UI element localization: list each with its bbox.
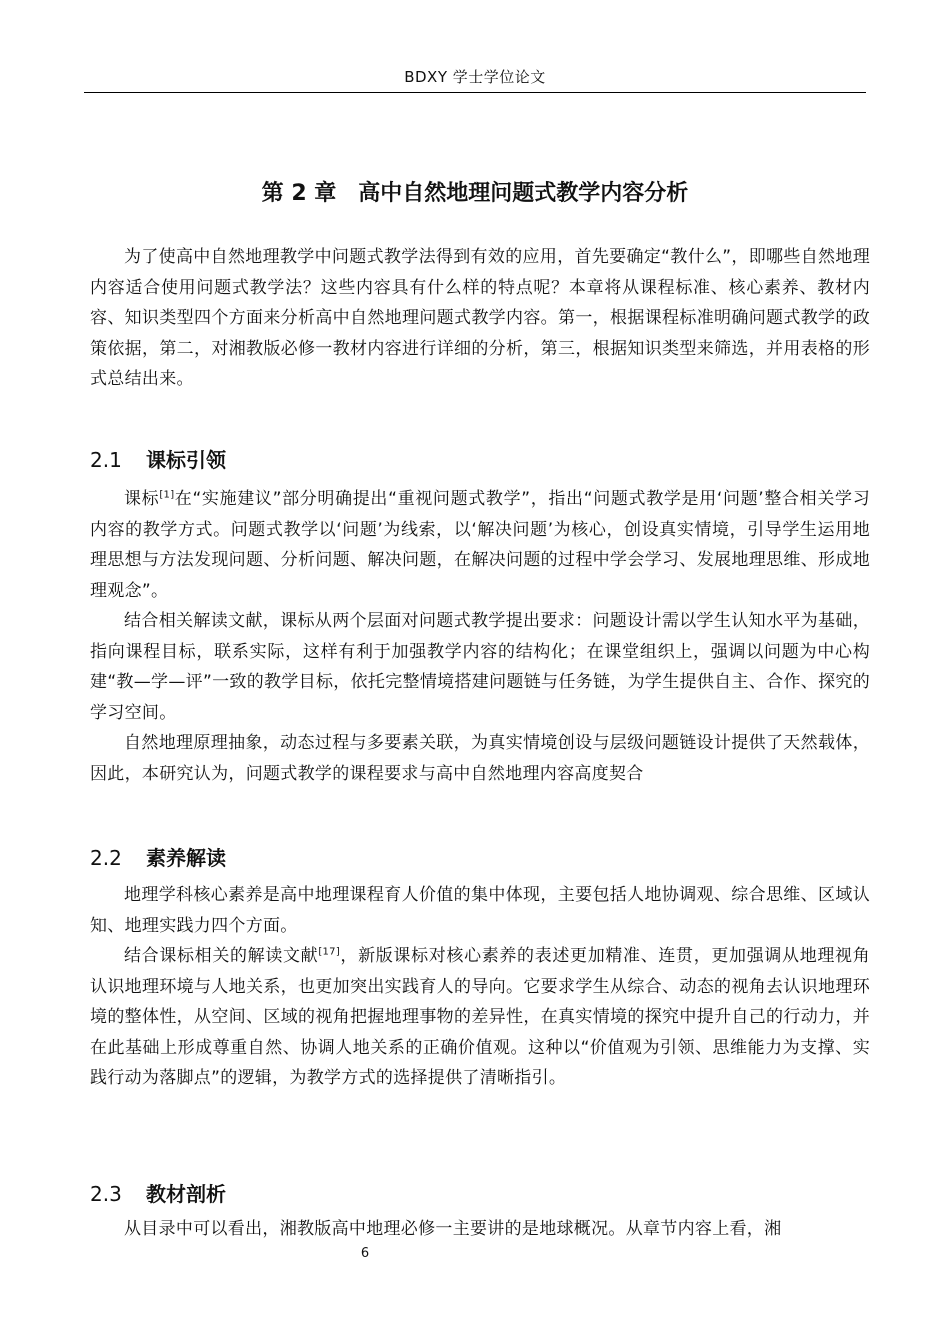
section-2-3-body [90,1214,870,1245]
intro-section [90,242,870,395]
running-header: BDXY 学士学位论文 [404,68,546,86]
page-number: 6 [360,1246,370,1261]
paragraph: 地理学科核心素养是高中地理课程育人价值的集中体现，主要包括人地协调观、综合思维、区域认知、地理实践力四个方面。 [90,885,870,936]
section-heading-2-2 [90,842,226,871]
paragraph: 自然地理原理抽象，动态过程与多要素关联，为真实情境创设与层级问题链设计提供了天然载体，因此，本研究认为，问题式教学的课程要求与高中自然地理内容高度契合 [90,733,870,784]
text-run: 在“实施建议”部分明确提出“重视问题式教学”，指出“问题式教学是用‘问题’整合相关学习内容的教学方式。问题式教学以‘问题’为线索，以‘解决问题’为核心，创设真实情境，引导学生运用地理思想与方法发现问题、分析问题、解决问题，在解决问题的过程中学会学习、发展地理思维、形成地理观念”。 [90,489,870,601]
paragraph [90,941,870,1094]
section-2-1-body [90,484,870,789]
citation-ref: [17] [318,946,341,958]
section-number: 2.2 [90,846,122,870]
text-run: 课标 [124,489,160,509]
paragraph [90,484,870,606]
section-number: 2.1 [90,448,122,472]
section-title: 课标引领 [146,448,226,472]
section-title: 教材剖析 [146,1182,226,1206]
chapter-title: 第 2 章 高中自然地理问题式教学内容分析 [261,181,689,206]
section-number: 2.3 [90,1182,122,1206]
citation-ref: [1] [159,489,175,501]
paragraph: 结合相关解读文献，课标从两个层面对问题式教学提出要求：问题设计需以学生认知水平为基础，指向课程目标，联系实际，这样有利于加强教学内容的结构化；在课堂组织上，强调以问题为中心构建“教—学—评”一致的教学目标，依托完整情境搭建问题链与任务链，为学生提供自主、合作、探究的学习空间。 [90,611,870,723]
text-run: 结合课标相关的解读文献 [124,946,319,966]
section-heading-2-1 [90,444,226,473]
text-run: ，新版课标对核心素养的表述更加精准、连贯，更加强调从地理视角认识地理环境与人地关系，也更加突出实践育人的导向。它要求学生从综合、动态的视角去认识地理环境的整体性，从空间、区域的视角把握地理事物的差异性，在真实情境的探究中提升自己的行动力，并在此基础上形成尊重自然、协调人地关系的正确价值观。这种以“价值观为引领、思维能力为支撑、实践行动为落脚点”的逻辑，为教学方式的选择提供了清晰指引。 [90,946,870,1088]
section-heading-2-3 [90,1178,226,1207]
section-2-2-body [90,880,870,1094]
paragraph: 从目录中可以看出，湘教版高中地理必修一主要讲的是地球概况。从章节内容上看，湘 [124,1219,782,1239]
section-title: 素养解读 [146,846,226,870]
header-divider [84,92,866,93]
intro-paragraph: 为了使高中自然地理教学中问题式教学法得到有效的应用，首先要确定“教什么”，即哪些自然地理内容适合使用问题式教学法？这些内容具有什么样的特点呢？本章将从课程标准、核心素养、教材内容、知识类型四个方面来分析高中自然地理问题式教学内容。第一，根据课程标准明确问题式教学的政策依据，第二，对湘教版必修一教材内容进行详细的分析，第三，根据知识类型来筛选，并用表格的形式总结出来。 [90,247,870,389]
